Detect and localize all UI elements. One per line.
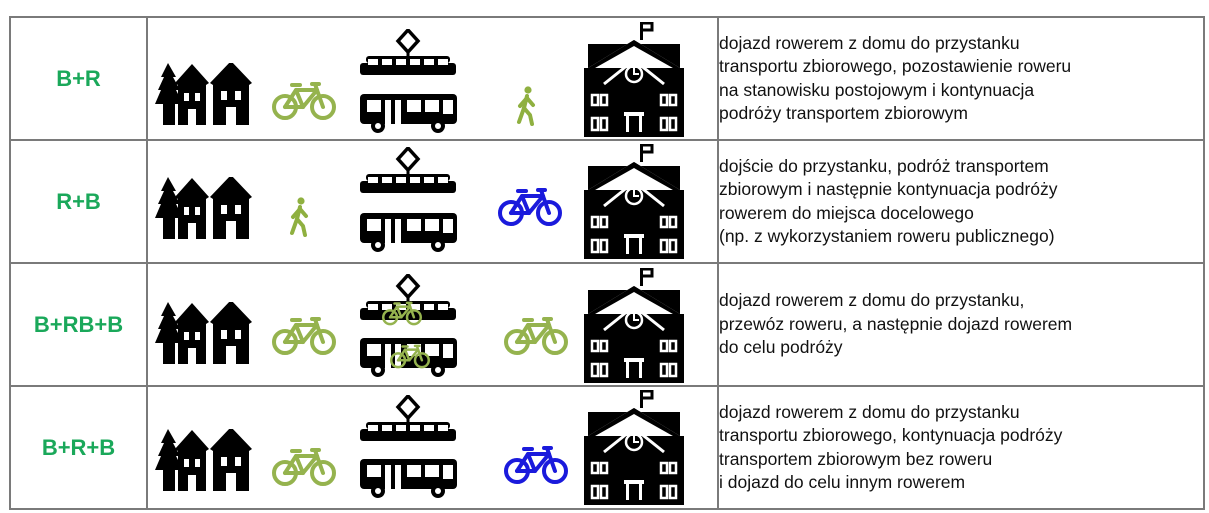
bus-icon — [360, 459, 457, 498]
table-row — [10, 263, 1204, 386]
bicycle-icon — [274, 319, 334, 353]
stop-building-icon — [584, 268, 684, 383]
row-description — [718, 263, 1204, 386]
description-line: dojazd rowerem z domu do przystanku — [719, 401, 1020, 422]
walking-person-icon — [292, 197, 306, 235]
row-code: B+RB+B — [10, 263, 147, 386]
row-code: R+B — [10, 140, 147, 263]
description-line: do celu podróży — [719, 337, 843, 358]
stop-building-icon — [584, 22, 684, 137]
scene-cell — [147, 17, 718, 140]
bicycle-icon — [506, 319, 566, 353]
description-line: zbiorowym i następnie kontynuacja podróży — [719, 179, 1058, 199]
scene-cell — [147, 263, 718, 386]
description-line: dojazd rowerem z domu do przystanku — [719, 32, 1020, 53]
table-row — [10, 386, 1204, 509]
tram-icon — [360, 30, 456, 75]
description-line: rowerem do miejsca docelowego — [719, 202, 974, 223]
tram-icon — [360, 148, 456, 193]
description-line: i dojazd do celu innym rowerem — [719, 472, 966, 492]
forest-houses-icon — [155, 61, 252, 125]
bicycle-icon — [500, 190, 560, 224]
bicycle-icon — [274, 84, 334, 118]
description-line: transportu zbiorowego, pozostawienie roweru — [719, 56, 1072, 76]
bus-icon — [360, 94, 457, 133]
description-line: na stanowisku postojowym i kontynuacja — [719, 79, 1035, 100]
stop-building-icon — [584, 390, 684, 505]
table-row — [10, 17, 1204, 140]
description-line: dojście do przystanku, podróż transportem — [719, 155, 1049, 176]
bike-ride-combinations-table — [9, 16, 1205, 510]
scene-cell — [147, 386, 718, 509]
tram-icon — [360, 396, 456, 441]
forest-houses-icon — [155, 300, 252, 364]
description-line: transportu zbiorowego, kontynuacja podróży — [719, 425, 1063, 445]
bicycle-icon — [274, 450, 334, 484]
bus-icon — [360, 213, 457, 252]
diagram-heading — [0, 0, 1209, 9]
description-line: przewóz roweru, a następnie dojazd rowerem — [719, 313, 1073, 334]
walking-person-icon — [519, 86, 533, 124]
forest-houses-icon — [155, 175, 252, 239]
description-line: transportem zbiorowym bez roweru — [719, 448, 993, 469]
scene-cell — [147, 140, 718, 263]
description-line: dojazd rowerem z domu do przystanku, — [719, 290, 1025, 311]
bicycle-icon — [506, 448, 566, 482]
table-row — [10, 140, 1204, 263]
row-description — [718, 17, 1204, 140]
row-code: B+R+B — [10, 386, 147, 509]
forest-houses-icon — [155, 427, 252, 491]
stop-building-icon — [584, 144, 684, 259]
row-description — [718, 140, 1204, 263]
description-line: podróży transportem zbiorowym — [719, 103, 968, 123]
row-code: B+R — [10, 17, 147, 140]
description-line: (np. z wykorzystaniem roweru publicznego) — [719, 226, 1055, 246]
row-description — [718, 386, 1204, 509]
